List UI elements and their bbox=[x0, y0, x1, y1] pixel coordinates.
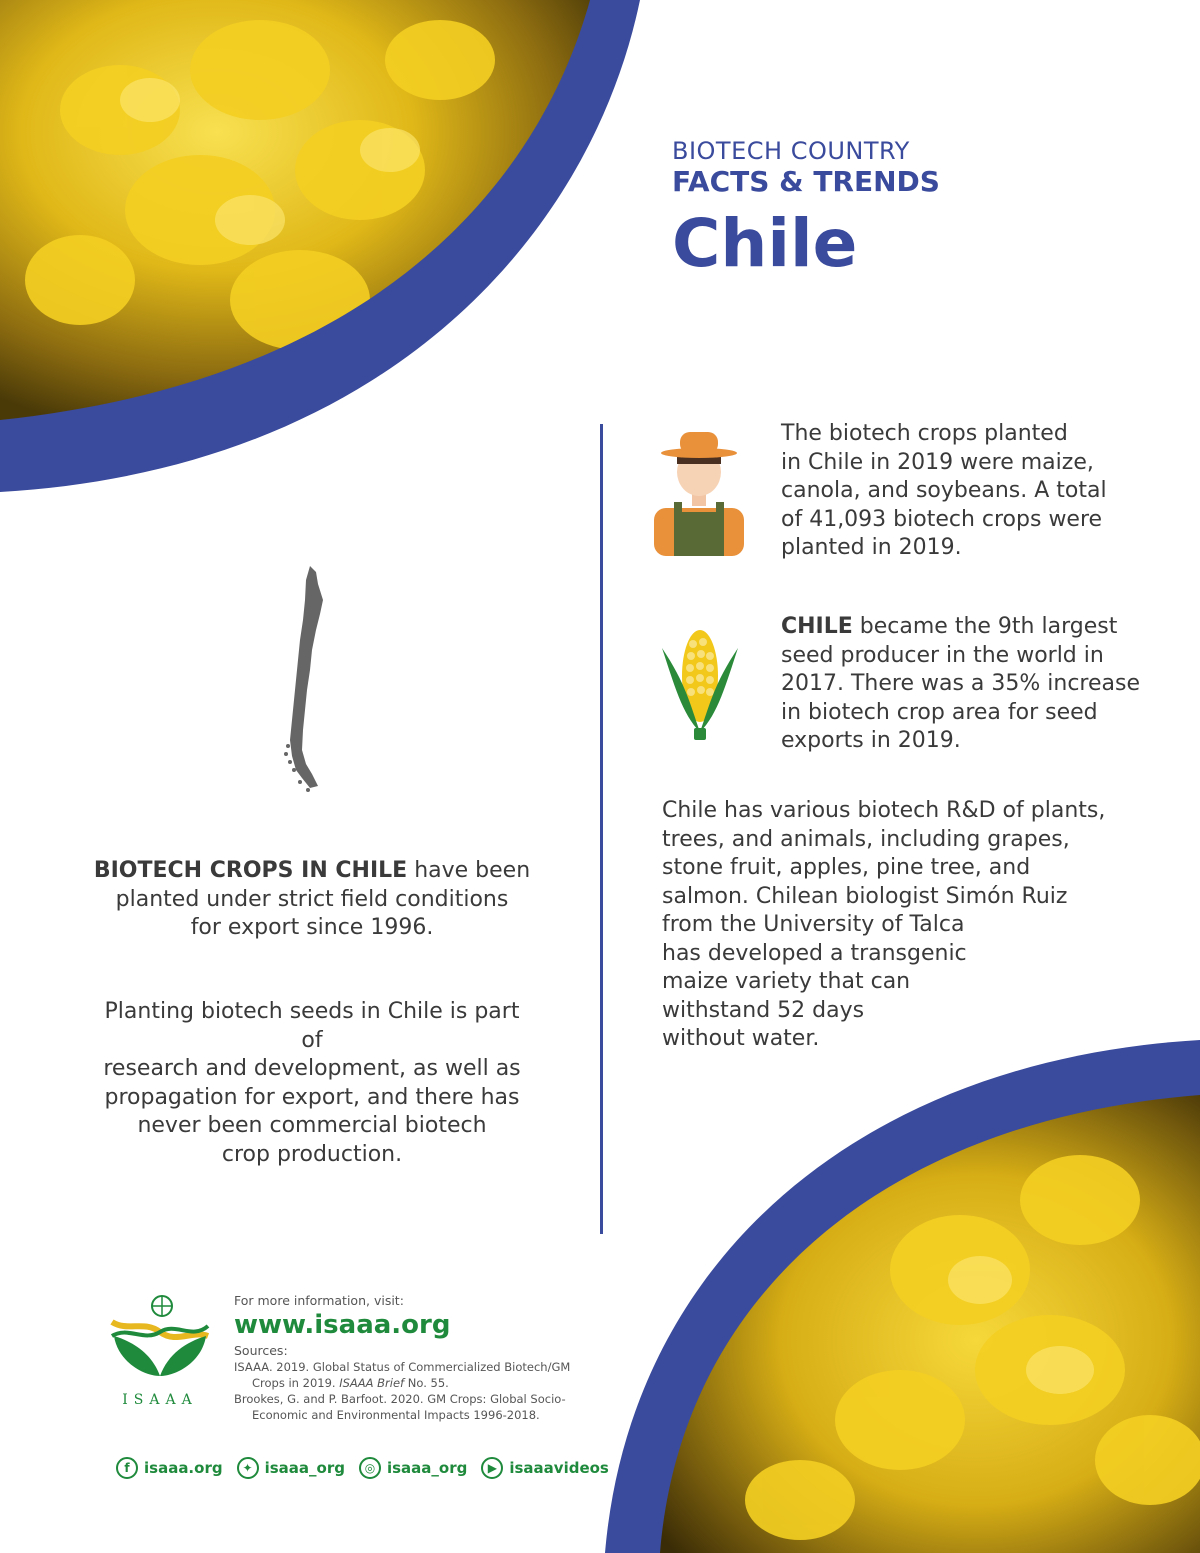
social-label: isaaa.org bbox=[144, 1459, 223, 1477]
source-1 bbox=[234, 1359, 594, 1391]
sources-label: Sources: bbox=[234, 1343, 288, 1358]
fact-crops-planted bbox=[781, 420, 1107, 563]
source-italic: ISAAA Brief bbox=[339, 1376, 405, 1390]
isaaa-logo-text: ISAAA bbox=[122, 1392, 198, 1408]
fact-line: in biotech crop area for seed bbox=[781, 699, 1098, 725]
fact-line: 2017. There was a 35% increase bbox=[781, 671, 1141, 696]
fact-line: has developed a transgenic bbox=[662, 940, 967, 966]
left-line: propagation for export, and there has bbox=[104, 1084, 520, 1110]
left-line: never been commercial biotech bbox=[137, 1113, 487, 1138]
source-2 bbox=[234, 1391, 594, 1423]
left-line: have been bbox=[407, 858, 531, 883]
facebook-icon: f bbox=[116, 1457, 138, 1479]
fact-line: The biotech crops planted bbox=[781, 421, 1068, 446]
left-line: crop production. bbox=[221, 1141, 403, 1167]
source-text: Economic and Environmental Impacts 1996-2018. bbox=[252, 1408, 540, 1422]
social-twitter[interactable] bbox=[237, 1457, 345, 1479]
fact-line: stone fruit, apples, pine tree, and bbox=[662, 855, 1031, 880]
social-facebook[interactable] bbox=[116, 1457, 223, 1479]
left-line: research and development, as well as bbox=[103, 1056, 521, 1081]
instagram-icon: ◎ bbox=[359, 1457, 381, 1479]
isaaa-logo bbox=[104, 1292, 216, 1408]
isaaa-logo-icon bbox=[104, 1292, 216, 1400]
fact-line: from the University of Talca bbox=[662, 912, 965, 937]
fact-line: seed producer in the world in bbox=[781, 642, 1104, 668]
more-info-label: For more information, visit: bbox=[234, 1293, 404, 1308]
fact-line: without water. bbox=[662, 1026, 820, 1051]
left-paragraph-2 bbox=[92, 998, 532, 1169]
source-text: Brookes, G. and P. Barfoot. 2020. GM Crops: Global Socio- bbox=[234, 1392, 566, 1406]
fact-line: trees, and animals, including grapes, bbox=[662, 826, 1070, 852]
fact-line: of 41,093 biotech crops were bbox=[781, 506, 1103, 532]
social-youtube[interactable] bbox=[481, 1457, 609, 1479]
fact-line: became the 9th largest bbox=[852, 614, 1118, 639]
social-label: isaaa_org bbox=[264, 1459, 345, 1477]
fact-line: withstand 52 days bbox=[662, 997, 865, 1023]
left-bold-heading: BIOTECH CROPS IN CHILE bbox=[93, 858, 408, 883]
social-label: isaaa_org bbox=[386, 1459, 468, 1477]
fact-line: planted in 2019. bbox=[781, 535, 962, 560]
footer-info bbox=[234, 1293, 594, 1423]
fact-line: Chile has various biotech R&D of plants, bbox=[662, 798, 1106, 823]
fact-research bbox=[662, 797, 1105, 1054]
left-line: for export since 1996. bbox=[190, 915, 434, 940]
social-instagram[interactable] bbox=[359, 1457, 467, 1479]
website-link[interactable]: www.isaaa.org bbox=[234, 1310, 451, 1340]
source-text: Crops in 2019. bbox=[252, 1376, 340, 1390]
twitter-icon: ✦ bbox=[237, 1457, 259, 1479]
youtube-icon: ▶ bbox=[481, 1457, 503, 1479]
subtitle: FACTS & TRENDS bbox=[672, 165, 940, 198]
left-paragraph-1 bbox=[92, 857, 532, 943]
farmer-icon bbox=[652, 428, 746, 556]
fact-bold: CHILE bbox=[781, 614, 853, 639]
left-line: Planting biotech seeds in Chile is part of bbox=[104, 999, 520, 1053]
fact-line: maize variety that can bbox=[662, 969, 911, 994]
fact-seed-producer bbox=[781, 613, 1140, 756]
title-block bbox=[672, 136, 940, 284]
fact-line: exports in 2019. bbox=[781, 728, 961, 753]
left-line: planted under strict field conditions bbox=[115, 886, 509, 912]
fact-line: salmon. Chilean biologist Simón Ruiz bbox=[662, 883, 1068, 909]
social-links bbox=[116, 1457, 609, 1479]
vertical-divider bbox=[600, 424, 603, 1234]
social-label: isaaavideos bbox=[509, 1459, 609, 1477]
country-title: Chile bbox=[672, 205, 858, 282]
eyebrow-title: BIOTECH COUNTRY bbox=[672, 137, 910, 165]
source-text: ISAAA. 2019. Global Status of Commercialized Biotech/GM bbox=[234, 1360, 571, 1374]
fact-line: canola, and soybeans. A total bbox=[781, 478, 1107, 503]
chile-map-icon bbox=[270, 560, 330, 800]
fact-line: in Chile in 2019 were maize, bbox=[781, 449, 1094, 475]
source-text: No. 55. bbox=[404, 1376, 449, 1390]
corn-icon bbox=[660, 624, 740, 744]
